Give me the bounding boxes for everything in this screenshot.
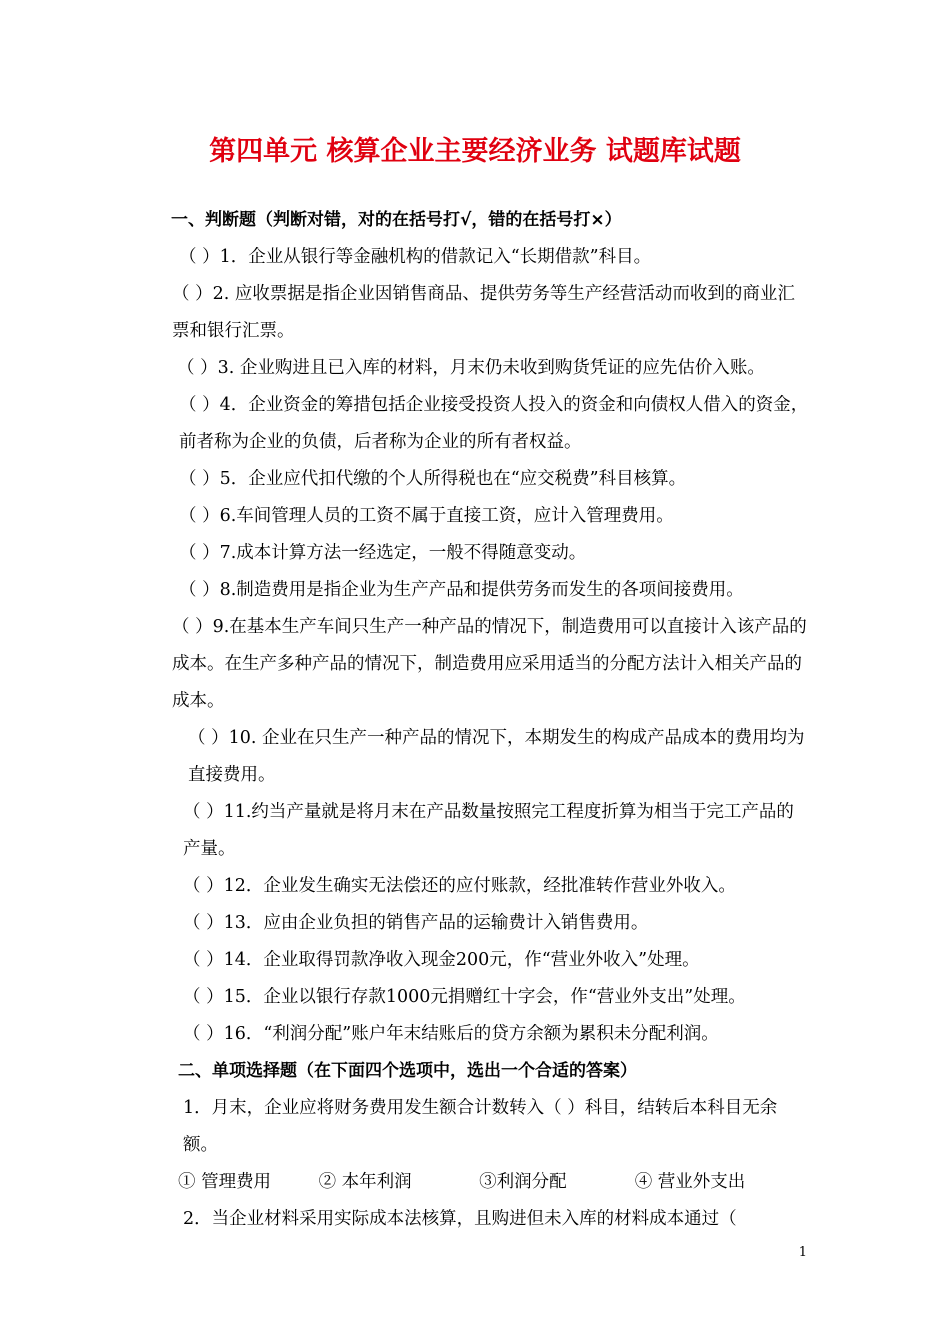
choice-option: ③利润分配 <box>479 1172 567 1192</box>
document-title: 第四单元 核算企业主要经济业务 试题库试题 <box>209 136 741 167</box>
choice-question: 1．月末，企业应将财务费用发生额合计数转入（ ）科目，结转后本科目无余额。 <box>183 1098 778 1155</box>
choice-question: 2．当企业材料采用实际成本法核算，且购进但未入库的材料成本通过（ <box>183 1209 737 1229</box>
question-item: （ ）9.在基本生产车间只生产一种产品的情况下，制造费用可以直接计入该产品的成本。在生产多种产品的情况下，制造费用应采用适当的分配方法计入相关产品的成本。 <box>172 617 807 711</box>
question-item: （ ）2. 应收票据是指企业因销售商品、提供劳务等生产经营活动而收到的商业汇票和银行汇票。 <box>172 284 795 341</box>
question-item: （ ）15．企业以银行存款1000元捐赠红十字会，作“营业外支出”处理。 <box>183 987 746 1007</box>
question-item: （ ）14．企业取得罚款净收入现金200元，作“营业外收入”处理。 <box>183 950 700 970</box>
choice-option: ④ 营业外支出 <box>634 1172 746 1192</box>
choice-options <box>143 1164 810 1201</box>
question-item: （ ）16．“利润分配”账户年末结账后的贷方余额为累积未分配利润。 <box>183 1024 719 1044</box>
question-item: （ ）3. 企业购进且已入库的材料，月末仍未收到购货凭证的应先估价入账。 <box>177 358 765 378</box>
question-item: （ ）7.成本计算方法一经选定，一般不得随意变动。 <box>179 543 587 563</box>
question-item: （ ）1．企业从银行等金融机构的借款记入“长期借款”科目。 <box>179 247 652 267</box>
question-item: （ ）6.车间管理人员的工资不属于直接工资，应计入管理费用。 <box>179 506 674 526</box>
choice-option: ① 管理费用 <box>178 1172 272 1192</box>
question-item: （ ）13．应由企业负担的销售产品的运输费计入销售费用。 <box>183 913 649 933</box>
section-heading-true-false: 一、判断题（判断对错，对的在括号打√，错的在括号打×） <box>171 210 622 230</box>
question-item: （ ）8.制造费用是指企业为生产产品和提供劳务而发生的各项间接费用。 <box>179 580 744 600</box>
question-item: （ ）11.约当产量就是将月末在产品数量按照完工程度折算为相当于完工产品的产量。 <box>183 802 794 859</box>
question-item: （ ）12．企业发生确实无法偿还的应付账款，经批准转作营业外收入。 <box>183 876 736 896</box>
document-body <box>143 202 810 1238</box>
choice-option: ② 本年利润 <box>318 1172 412 1192</box>
page-number: 1 <box>798 1245 807 1260</box>
question-item: （ ）4．企业资金的筹措包括企业接受投资人投入的资金和向债权人借入的资金，前者称为企业的负债，后者称为企业的所有者权益。 <box>179 395 809 452</box>
question-item: （ ）5．企业应代扣代缴的个人所得税也在“应交税费”科目核算。 <box>179 469 687 489</box>
section-heading-single-choice: 二、单项选择题（在下面四个选项中，选出一个合适的答案） <box>178 1061 637 1081</box>
question-item: （ ）10. 企业在只生产一种产品的情况下，本期发生的构成产品成本的费用均为直接费用。 <box>188 728 805 785</box>
